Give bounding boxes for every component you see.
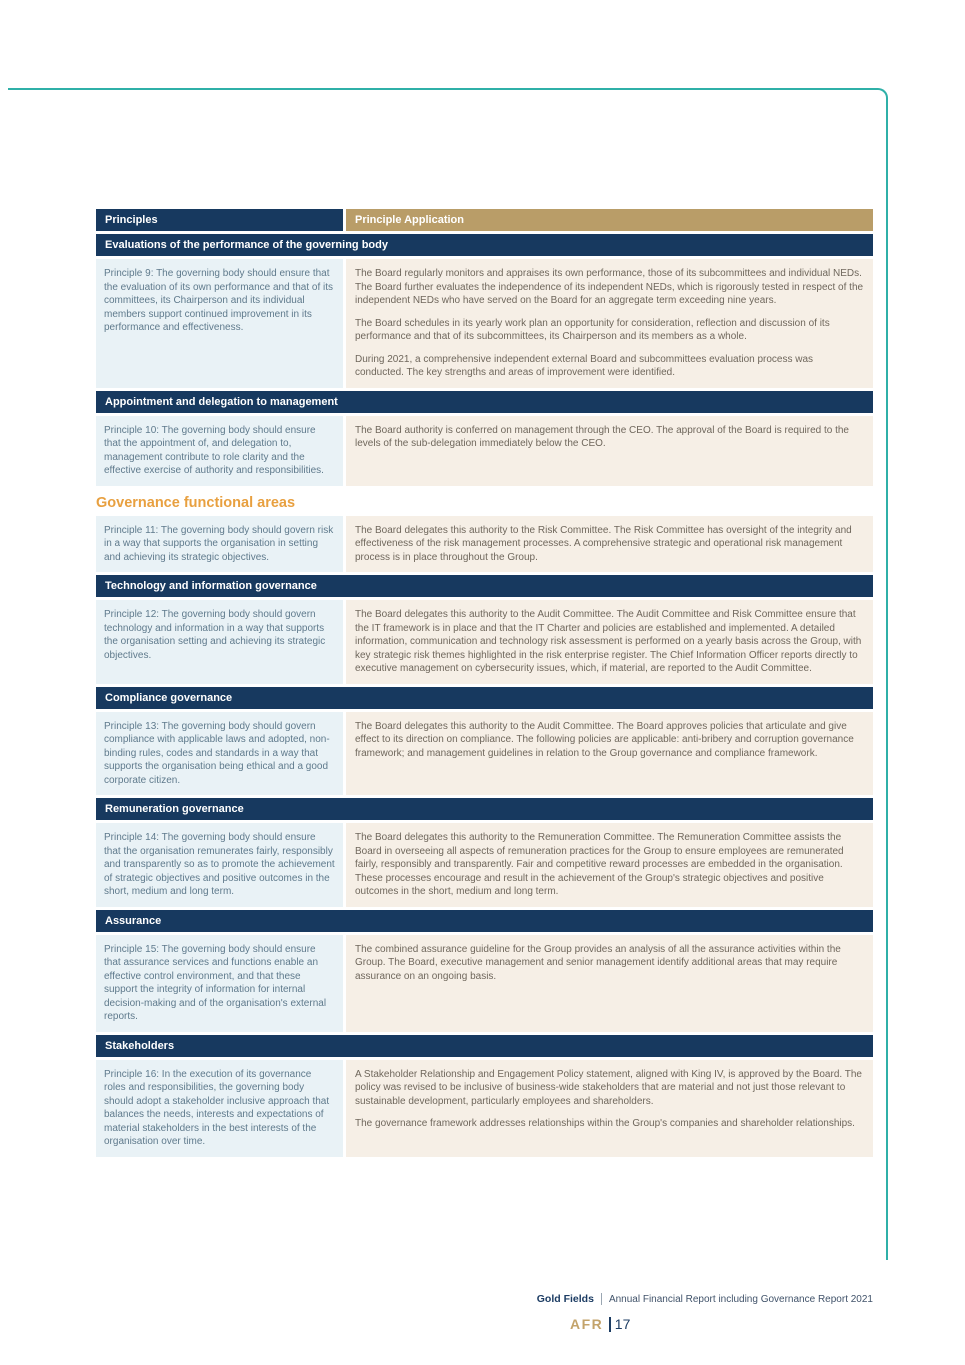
table-row-principle-13 [96,712,873,796]
table-row-principle-15 [96,935,873,1032]
column-header-principle-application: Principle Application [346,209,873,231]
footer-brand: Gold Fields [536,1293,594,1305]
principle-text: Principle 11: The governing body should govern risk in a way that supports the organisation in setting and achieving its strategic objectives. [104,524,334,563]
section-header-appointment: Appointment and delegation to management [96,391,873,413]
section-header-compliance: Compliance governance [96,687,873,709]
application-paragraph: The Board authority is conferred on management through the CEO. The approval of the Board is required to the levels of the sub-delegation immediately below the CEO. [355,424,849,449]
application-paragraph: The Board delegates this authority to the Risk Committee. The Risk Committee has oversight of the integrity and effectiveness of the risk management processes. A comprehensive strategic and operational risk management process is in place throughout the Group. [355,524,852,563]
footer-section-label: AFR [570,1316,604,1332]
application-cell [346,259,873,388]
column-header-principles: Principles [96,209,343,231]
page-number: 17 [614,1316,631,1332]
principle-cell [96,935,343,1032]
principle-cell [96,516,343,573]
footer-page-reference [570,1316,630,1332]
page-number-divider [609,1317,611,1332]
application-paragraph: The Board regularly monitors and appraises its own performance, those of its subcommittees and individual NEDs. The Board further evaluates the independence of its independent NEDs, which is rigorously tested in respect of the independent NEDs who have served on the Board for an aggregate term exceeding nine years. [355,268,864,306]
section-header-technology: Technology and information governance [96,575,873,597]
principle-cell [96,712,343,796]
table-row-principle-10 [96,416,873,486]
application-cell [346,712,873,796]
principle-text: Principle 13: The governing body should govern compliance with applicable laws and adopted, non-binding rules, codes and standards in a way that supports the organisation being ethical and a good corporate citizen. [104,720,330,786]
table-row-principle-9 [96,259,873,388]
subsection-heading-governance-functional-areas: Governance functional areas [96,494,296,511]
table-header-row [96,209,873,231]
principle-cell [96,416,343,486]
application-paragraph: The combined assurance guideline for the Group provides an analysis of all the assurance activities within the Group. The Board, executive management and senior management identify additional areas that may require assurance on an ongoing basis. [355,943,841,982]
application-cell [346,935,873,1032]
table-row-principle-12 [96,600,873,684]
application-paragraph: The Board delegates this authority to the Audit Committee. The Board approves policies that articulate and give effect to its direction on compliance. The following policies are applicable: anti-bribery and corruption governance framework; and management guidelines in relation to the Group governance and compliance framework. [355,720,854,759]
section-header-evaluations: Evaluations of the performance of the governing body [96,234,873,256]
footer-report-title: Annual Financial Report including Governance Report 2021 [608,1293,873,1305]
principle-cell [96,823,343,907]
principles-table [96,209,873,1157]
section-header-assurance: Assurance [96,910,873,932]
application-paragraph: A Stakeholder Relationship and Engagement Policy statement, aligned with King IV, is approved by the Board. The policy was revised to be inclusive of business-wide stakeholders that are material and not just those relevant to sustainable development, particularly employees and shareholders. [355,1068,862,1107]
application-paragraph: During 2021, a comprehensive independent external Board and subcommittees evaluation process was conducted. The key strengths and areas of improvement were identified. [355,353,814,378]
application-paragraph: The Board delegates this authority to the Remuneration Committee. The Remuneration Committee assists the Board in overseeing all aspects of remuneration practices for the Group to ensure employees are remunerated fairly, responsibly and transparently. Fair and competitive reward processes are embedded in the organisation. These processes encourage and result in the achievement of the Group's strategic objectives and positive outcomes in the short, medium and long term. [355,832,844,897]
principle-text: Principle 16: In the execution of its governance roles and responsibilities, the governing body should adopt a stakeholder inclusive approach that balances the needs, interests and expectations of material stakeholders in the best interests of the organisation over time. [104,1068,330,1147]
table-row-principle-11 [96,516,873,573]
principle-text: Principle 15: The governing body should ensure that assurance services and functions enable an effective control environment, and that these support the integrity of information for internal decision-making and of the organisation's external reports. [104,943,327,1022]
application-cell [346,416,873,486]
application-cell [346,823,873,907]
section-header-stakeholders: Stakeholders [96,1035,873,1057]
principle-cell [96,1060,343,1157]
principle-text: Principle 14: The governing body should ensure that the organisation remunerates fairly, responsibly and transparently so as to promote the achievement of strategic objectives and positive outcomes in the short, medium and long term. [104,832,335,897]
principle-cell [96,259,343,388]
application-cell [346,600,873,684]
table-row-principle-16 [96,1060,873,1157]
footer [537,1293,873,1305]
principle-text: Principle 10: The governing body should ensure that the appointment of, and delegation to, management contribute to role clarity and the effective exercise of authority and responsibilities. [104,424,324,476]
principle-text: Principle 12: The governing body should govern technology and information in a way that supports the organisation setting and achieving its strategic objectives. [104,609,326,661]
principle-text: Principle 9: The governing body should ensure that the evaluation of its own performance and that of its committees, its Chairperson and its individual members support continued improvement in its performance and effectiveness. [104,268,334,333]
footer-divider [601,1293,602,1305]
application-paragraph: The Board delegates this authority to the Audit Committee. The Audit Committee and Risk Committee ensure that the IT framework is in place and that the IT Charter and policies are established and implemented. A detailed information, communication and technology risk assessment is performed on a yearly basis across the Group, with key strategic risk themes highlighted in the risk enterprise register. The Chief Information Officer reports directly to executive management on cybersecurity issues, which, if material, are reported to the Audit Committee. [355,609,862,674]
application-cell [346,1060,873,1157]
table-row-principle-14 [96,823,873,907]
principle-cell [96,600,343,684]
application-paragraph: The Board schedules in its yearly work plan an opportunity for consideration, reflection and discussion of its performance and that of its subcommittees, its Chairperson and its members as a whole. [355,317,830,342]
application-cell [346,516,873,573]
section-header-remuneration: Remuneration governance [96,798,873,820]
application-paragraph: The governance framework addresses relationships within the Group's companies and shareholder relationships. [355,1118,855,1129]
